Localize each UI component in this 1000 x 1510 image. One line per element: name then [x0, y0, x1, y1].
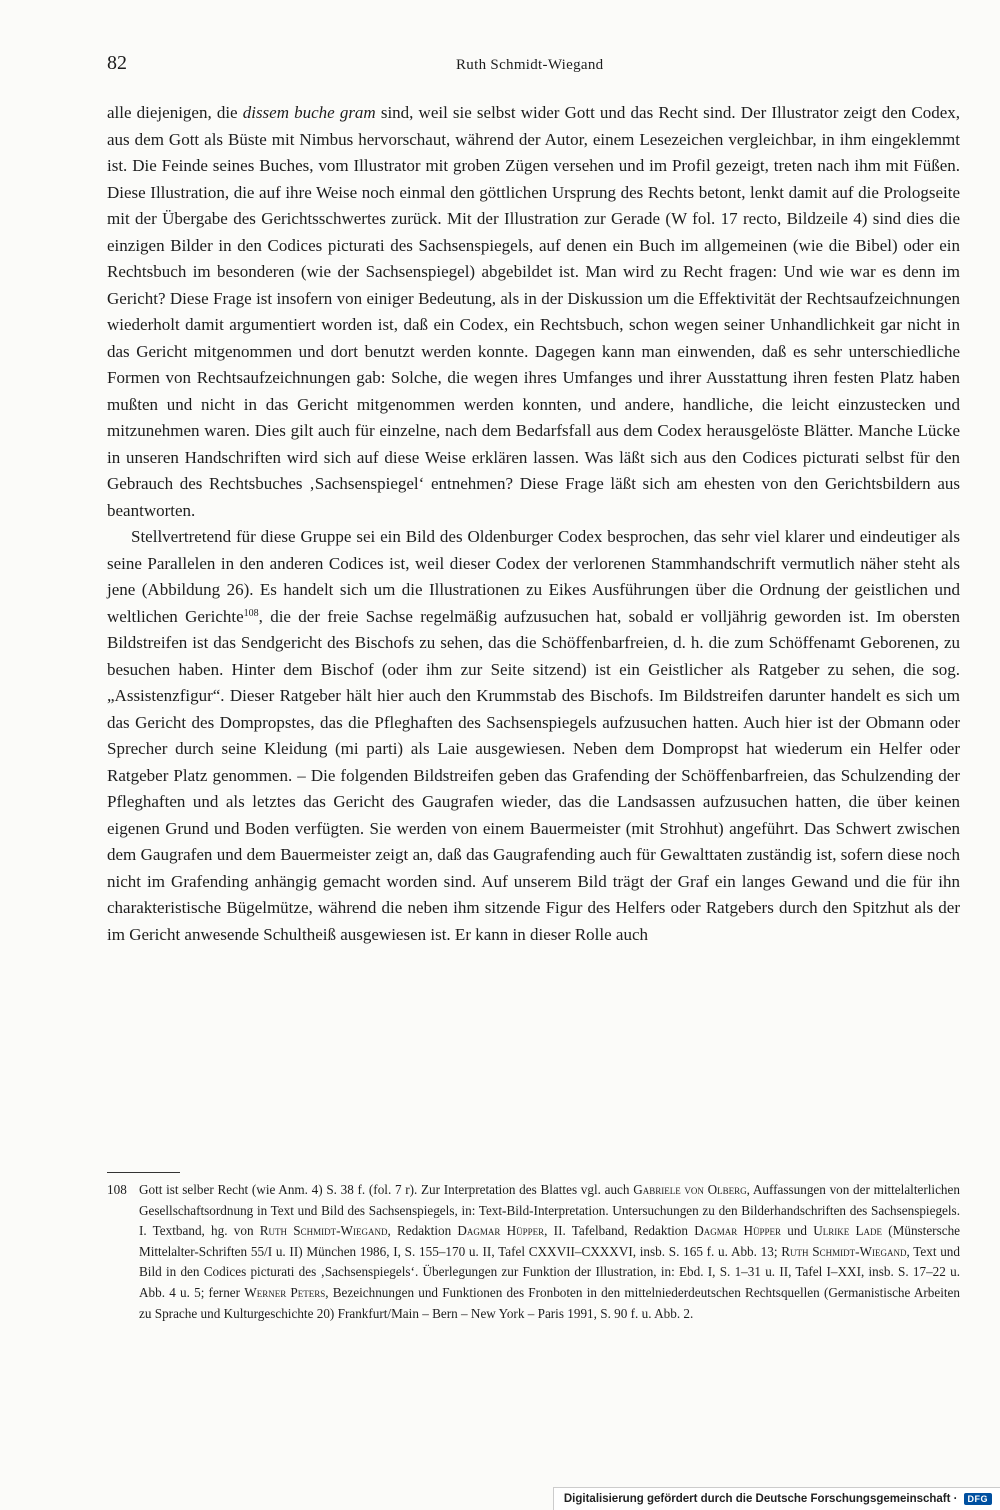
page-number: 82: [107, 52, 127, 74]
author-name: Werner Peters: [244, 1284, 326, 1300]
author-name: Gabriele von Olberg: [633, 1182, 747, 1197]
footnote-divider: [107, 1172, 180, 1173]
author-name: Ruth Schmidt-Wiegand: [781, 1243, 907, 1259]
paragraph: Stellvertretend für diese Gruppe sei ein Bild des Oldenburger Codex besprochen, das sehr viel klarer und eindeutiger als seine Parallelen in den anderen Codices ist, weil dieser Codex der verlorenen Stammhandschrift vermutlich näher steht als jene (Abbildung 26). Es handelt sich um die Illustrationen zu Eikes Ausführungen über die Ordnung der geistlichen und weltlichen Gerichte$^{108}$, die der freie Sachse regelmäßig aufzusuchen hat, sobald er volljährig geworden ist. Im obersten Bildstreifen ist das Sendgericht des Bischofs zu sehen, das die Schöffenbarfreien, d. h. die zum Schöffenamt Geborenen, zu besuchen haben. Hinter dem Bischof (oder ihm zur Seite sitzend) ist ein Geistlicher als Ratgeber zu sehen, die sog. „Assistenzfigur“. Dieser Ratgeber hält hier auch den Krummstab des Bischofs. Im Bildstreifen darunter handelt es sich um das Gericht des Dompropstes, das die Pfleghaften des Sachsenspiegels aufzusuchen hatten. Auch hier ist der Obmann oder Sprecher durch seine Kleidung (mi parti) als Laie ausgewiesen. Neben dem Dompropst hat wiederum ein Helfer oder Ratgeber Platz genommen. – Die folgenden Bildstreifen geben das Grafending der Schöffenbarfreien, das Schulzending der Pfleghaften und als letztes das Gericht des Gaugrafen wieder, das die Landsassen aufzusuchen hatten, die über keinen eigenen Grund und Boden verfügten. Sie werden von einem Bauermeister (mit Strohhut) angeführt. Das Schwert zwischen dem Gaugrafen und dem Bauermeister zeigt an, daß das Gaugrafending auch für Gewalttaten zuständig ist, sofern diese noch nicht im Grafending anhängig gemacht worden sind. Auf unserem Bild trägt der Graf ein langes Gewand und die für ihn charakteristische Bügelmütze, während die neben ihm sitzende Figur des Helfers oder Ratgebers durch den Spitzhut als der im Gericht anwesende Schultheiß ausgewiesen ist. Er kann in dieser Rolle auch: [107, 527, 960, 944]
footnote-text: Gott ist selber Recht (wie Anm. 4) S. 38 f. (fol. 7 r). Zur Interpretation des Blattes vgl. auch Gabriele von Olberg, Auffassungen von der mittelalterlichen Gesellschaftsordnung in Text und Bild des Sachsenspiegels, in: Text-Bild-Interpretation. Untersuchungen zu den Bilderhandschriften des Sachsenspiegels. I. Textband, hg. von Ruth Schmidt-Wiegand, Redaktion Dagmar Hüpper, II. Tafelband, Redaktion Dagmar Hüpper und Ulrike Lade (Münstersche Mittelalter-Schriften 55/I u. II) München 1986, I, S. 155–170 u. II, Tafel CXXVII–CXXXVI, insb. S. 165 f. u. Abb. 13; Ruth Schmidt-Wiegand, Text und Bild in den Codices picturati des ‚Sachsenspiegels‘. Überlegungen zur Funktion der Illustration, in: Ebd. I, S. 1–31 u. II, Tafel I–XXI, insb. S. 17–22 u. Abb. 4 u. 5; ferner Werner Peters, Bezeichnungen und Funktionen des Fronboten in den mittelniederdeutschen Rechtsquellen (Germanistische Arbeiten zu Sprache und Kulturgeschichte 20) Frankfurt/Main – Bern – New York – Paris 1991, S. 90 f. u. Abb. 2.: [139, 1182, 961, 1321]
body-text: [107, 100, 960, 948]
paragraph: alle diejenigen, die dissem buche gram sind, weil sie selbst wider Gott und das Recht sind. Der Illustrator zeigt den Codex, aus dem Gott als Büste mit Nimbus hervorschaut, während der Autor, einem Lesezeichen vergleichbar, in ihm eingeklemmt ist. Die Feinde seines Buches, vom Illustrator mit groben Zügen versehen und im Profil gezeigt, treten nach ihm mit Füßen. Diese Illustration, die auf ihre Weise noch einmal den göttlichen Ursprung des Rechts betont, lenkt damit auf die Prologseite mit der Übergabe des Gerichtsschwertes zurück. Mit der Illustration zur Gerade (W fol. 17 recto, Bildzeile 4) sind dies die einzigen Bilder in den Codices picturati des Sachsenspiegels, auf denen ein Buch im allgemeinen (wie die Bibel) oder ein Rechtsbuch im besonderen (wie der Sachsenspiegel) abgebildet ist. Man wird zu Recht fragen: Und wie war es denn im Gericht? Diese Frage ist insofern von einiger Bedeutung, als in der Diskussion um die Effektivität der Rechtsaufzeichnungen wiederholt damit argumentiert worden ist, daß ein Codex, ein Rechtsbuch, schon wegen seiner Unhandlichkeit gar nicht in das Gericht mitgenommen und dort benutzt werden konnte. Dagegen kann man einwenden, daß es sehr unterschiedliche Formen von Rechtsaufzeichnungen gab: Solche, die wegen ihres Umfanges und ihrer Ausstattung ihren festen Platz haben mußten und nicht in das Gericht mitgenommen werden konnten, und andere, handliche, die leicht einzustecken und mitzunehmen waren. Dies gilt auch für einzelne, nach dem Bedarfsfall aus dem Codex herausgelöste Blätter. Manche Lücke in unseren Handschriften wird sich auf diese Weise erklären lassen. Was läßt sich aus den Codices picturati selbst für den Gebrauch des Rechtsbuches ‚Sachsenspiegel‘ entnehmen? Diese Frage läßt sich am ehesten von den Gerichtsbildern aus beantworten.: [107, 103, 960, 520]
footnote-number: 108: [107, 1182, 127, 1197]
author-name: Dagmar Hüpper: [694, 1223, 781, 1239]
running-head: Ruth Schmidt-Wiegand: [456, 57, 604, 73]
footnote: [107, 1180, 960, 1324]
footnote-reference[interactable]: 108: [243, 607, 259, 619]
author-name: Ruth Schmidt-Wiegand: [259, 1223, 388, 1239]
page-header: [107, 52, 960, 82]
dfg-logo-icon: DFG: [964, 1493, 993, 1505]
funding-text: Digitalisierung gefördert durch die Deutsche Forschungsgemeinschaft ·: [563, 1493, 958, 1505]
dfg-funding-banner[interactable]: [553, 1487, 1000, 1510]
emphasis: dissem buche gram: [242, 103, 376, 122]
author-name: Ulrike Lade: [813, 1223, 883, 1239]
author-name: Dagmar Hüpper: [457, 1223, 545, 1239]
